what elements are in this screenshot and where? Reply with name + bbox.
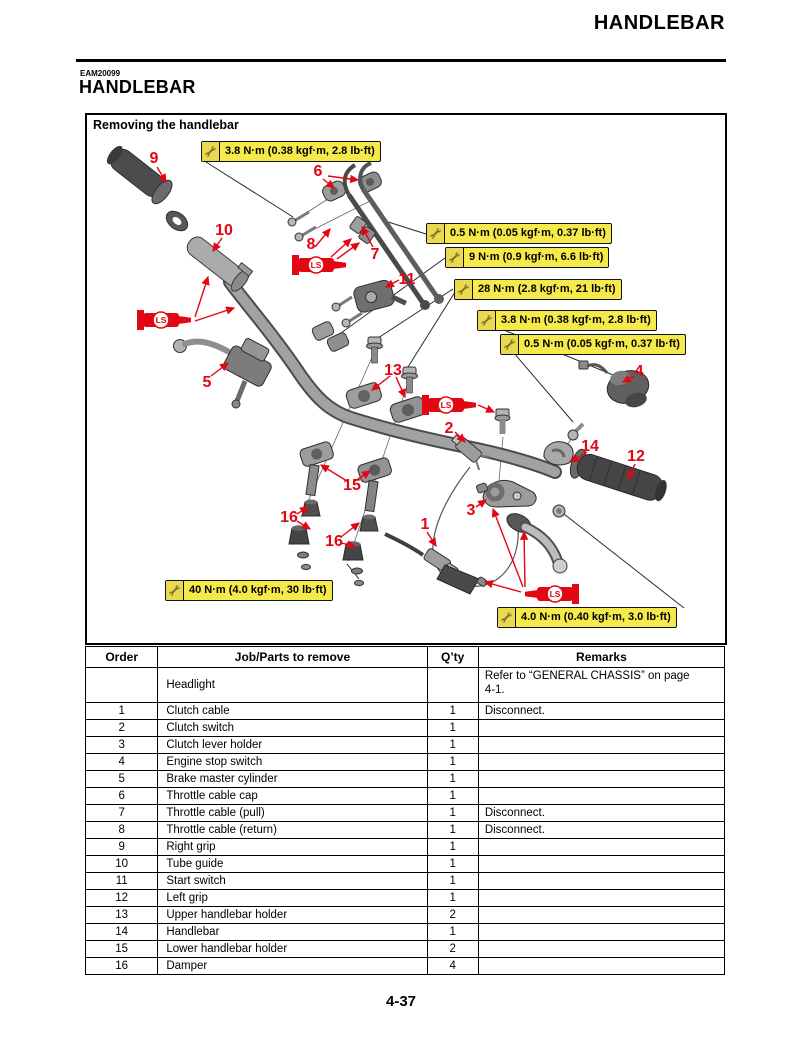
header-job: Job/Parts to remove	[158, 647, 427, 668]
job-cell: Damper	[158, 958, 427, 975]
table-row	[86, 788, 725, 805]
running-header: HANDLEBAR	[593, 12, 725, 34]
order-cell: 9	[86, 839, 158, 856]
remarks-cell	[478, 788, 724, 805]
order-cell: 12	[86, 890, 158, 907]
remarks-cell	[478, 771, 724, 788]
job-cell: Start switch	[158, 873, 427, 890]
torque-value: 0.5 N·m (0.05 kgf·m, 0.37 lb·ft)	[524, 338, 680, 350]
ls-label: LS	[310, 260, 322, 270]
exploded-diagram	[87, 115, 725, 643]
torque-callout	[426, 223, 612, 244]
wrench-icon	[455, 280, 473, 299]
qty-cell: 1	[427, 720, 478, 737]
torque-callout	[477, 310, 657, 331]
clutch-lever-holder-part	[476, 480, 536, 507]
qty-cell: 1	[427, 788, 478, 805]
job-cell: Right grip	[158, 839, 427, 856]
qty-cell: 1	[427, 754, 478, 771]
table-row	[86, 754, 725, 771]
wrench-icon	[498, 608, 516, 627]
remarks-cell	[478, 890, 724, 907]
grip-washer	[163, 207, 192, 234]
table-row	[86, 703, 725, 720]
ls-label: LS	[155, 315, 167, 325]
torque-value: 3.8 N·m (0.38 kgf·m, 2.8 lb·ft)	[501, 314, 651, 326]
order-cell: 13	[86, 907, 158, 924]
qty-cell: 1	[427, 737, 478, 754]
remarks-cell	[478, 754, 724, 771]
wrench-icon	[501, 335, 519, 354]
order-cell: 10	[86, 856, 158, 873]
torque-callout	[201, 141, 381, 162]
qty-cell: 1	[427, 771, 478, 788]
qty-cell: 2	[427, 941, 478, 958]
table-row	[86, 822, 725, 839]
qty-cell: 1	[427, 822, 478, 839]
job-cell: Upper handlebar holder	[158, 907, 427, 924]
order-cell: 3	[86, 737, 158, 754]
part-number-label: 3	[466, 502, 476, 519]
order-cell: 5	[86, 771, 158, 788]
ls-symbol	[525, 584, 579, 604]
part-number-label: 14	[581, 438, 599, 455]
remarks-cell	[478, 737, 724, 754]
order-cell: 16	[86, 958, 158, 975]
remarks-cell	[478, 720, 724, 737]
torque-value: 9 N·m (0.9 kgf·m, 6.6 lb·ft)	[469, 251, 604, 263]
parts-table	[85, 646, 725, 975]
remarks-cell	[478, 873, 724, 890]
job-cell: Tube guide	[158, 856, 427, 873]
brake-master-cylinder-part	[174, 334, 279, 408]
part-number-label: 1	[420, 516, 430, 533]
remarks-cell: Disconnect.	[478, 805, 724, 822]
torque-value: 28 N·m (2.8 kgf·m, 21 lb·ft)	[478, 283, 616, 295]
qty-cell: 4	[427, 958, 478, 975]
ls-symbol	[422, 395, 476, 415]
order-cell: 6	[86, 788, 158, 805]
header-rule	[76, 59, 726, 62]
qty-cell: 1	[427, 839, 478, 856]
job-cell: Left grip	[158, 890, 427, 907]
part-number-label: 4	[634, 363, 644, 380]
table-header-row	[86, 647, 725, 668]
wrench-icon	[166, 581, 184, 600]
clamp-screws-part	[311, 297, 362, 353]
section-code: EAM20099	[80, 69, 121, 78]
torque-value: 40 N·m (4.0 kgf·m, 30 lb·ft)	[189, 584, 327, 596]
qty-cell: 1	[427, 805, 478, 822]
torque-callout	[454, 279, 622, 300]
clutch-cable-part	[385, 534, 488, 594]
left-grip-part	[102, 141, 191, 235]
table-row	[86, 856, 725, 873]
remarks-cell	[478, 839, 724, 856]
ls-symbol	[137, 310, 191, 330]
job-cell: Handlebar	[158, 924, 427, 941]
job-cell: Headlight	[158, 668, 427, 703]
part-number-label: 9	[149, 150, 159, 167]
job-cell: Throttle cable cap	[158, 788, 427, 805]
section-title: HANDLEBAR	[79, 77, 196, 97]
part-number-label: 10	[215, 222, 233, 239]
lever-holder-nut-part	[553, 505, 565, 517]
right-grip-part	[567, 447, 670, 506]
qty-cell: 1	[427, 890, 478, 907]
torque-callout	[500, 334, 686, 355]
remarks-cell	[478, 958, 724, 975]
part-number-label: 7	[370, 246, 380, 263]
table-row	[86, 839, 725, 856]
ls-label: LS	[440, 400, 452, 410]
table-row	[86, 668, 725, 703]
job-cell: Lower handlebar holder	[158, 941, 427, 958]
header-remarks: Remarks	[478, 647, 724, 668]
table-row	[86, 958, 725, 975]
wrench-icon	[427, 224, 445, 243]
page-number: 4-37	[385, 993, 417, 1010]
order-cell: 4	[86, 754, 158, 771]
remarks-cell	[478, 907, 724, 924]
job-cell: Clutch switch	[158, 720, 427, 737]
table-row	[86, 941, 725, 958]
part-number-label: 5	[202, 374, 212, 391]
torque-callout	[497, 607, 677, 628]
torque-value: 3.8 N·m (0.38 kgf·m, 2.8 lb·ft)	[225, 145, 375, 157]
bar-end-clamp-part	[544, 442, 573, 465]
table-row	[86, 805, 725, 822]
remarks-cell	[478, 924, 724, 941]
remarks-cell: Disconnect.	[478, 822, 724, 839]
pinch-bolt-part	[495, 409, 510, 434]
order-cell: 8	[86, 822, 158, 839]
remarks-cell: Refer to “GENERAL CHASSIS” on page 4-1.	[478, 668, 724, 703]
job-cell: Throttle cable (return)	[158, 822, 427, 839]
table-row	[86, 890, 725, 907]
header-order: Order	[86, 647, 158, 668]
ls-label: LS	[549, 589, 561, 599]
table-row	[86, 737, 725, 754]
job-cell: Engine stop switch	[158, 754, 427, 771]
part-number-label: 2	[444, 420, 454, 437]
table-row	[86, 873, 725, 890]
header-qty: Q’ty	[427, 647, 478, 668]
qty-cell: 1	[427, 873, 478, 890]
order-cell: 2	[86, 720, 158, 737]
torque-value: 4.0 N·m (0.40 kgf·m, 3.0 lb·ft)	[521, 611, 671, 623]
remarks-cell	[478, 941, 724, 958]
part-number-label: 12	[627, 448, 645, 465]
remarks-cell	[478, 856, 724, 873]
figure-title: Removing the handlebar	[93, 118, 239, 132]
qty-cell: 2	[427, 907, 478, 924]
order-cell	[86, 668, 158, 703]
torque-value: 0.5 N·m (0.05 kgf·m, 0.37 lb·ft)	[450, 227, 606, 239]
order-cell: 15	[86, 941, 158, 958]
wrench-icon	[202, 142, 220, 161]
part-number-label: 6	[313, 163, 323, 180]
part-number-label: 13	[384, 362, 402, 379]
torque-callout	[445, 247, 609, 268]
order-cell: 1	[86, 703, 158, 720]
remarks-cell: Disconnect.	[478, 703, 724, 720]
table-row	[86, 924, 725, 941]
job-cell: Clutch cable	[158, 703, 427, 720]
job-cell: Clutch lever holder	[158, 737, 427, 754]
part-number-label: 16	[280, 509, 298, 526]
wrench-icon	[446, 248, 464, 267]
table-row	[86, 907, 725, 924]
table-row	[86, 720, 725, 737]
qty-cell: 1	[427, 856, 478, 873]
order-cell: 7	[86, 805, 158, 822]
qty-cell	[427, 668, 478, 703]
job-cell: Throttle cable (pull)	[158, 805, 427, 822]
job-cell: Brake master cylinder	[158, 771, 427, 788]
part-number-label: 16	[325, 533, 343, 550]
order-cell: 14	[86, 924, 158, 941]
qty-cell: 1	[427, 924, 478, 941]
torque-callout	[165, 580, 333, 601]
qty-cell: 1	[427, 703, 478, 720]
part-number-label: 8	[306, 236, 316, 253]
table-row	[86, 771, 725, 788]
part-number-label: 15	[343, 477, 361, 494]
wrench-icon	[478, 311, 496, 330]
figure-box	[85, 113, 727, 645]
part-number-label: 11	[398, 271, 416, 288]
order-cell: 11	[86, 873, 158, 890]
